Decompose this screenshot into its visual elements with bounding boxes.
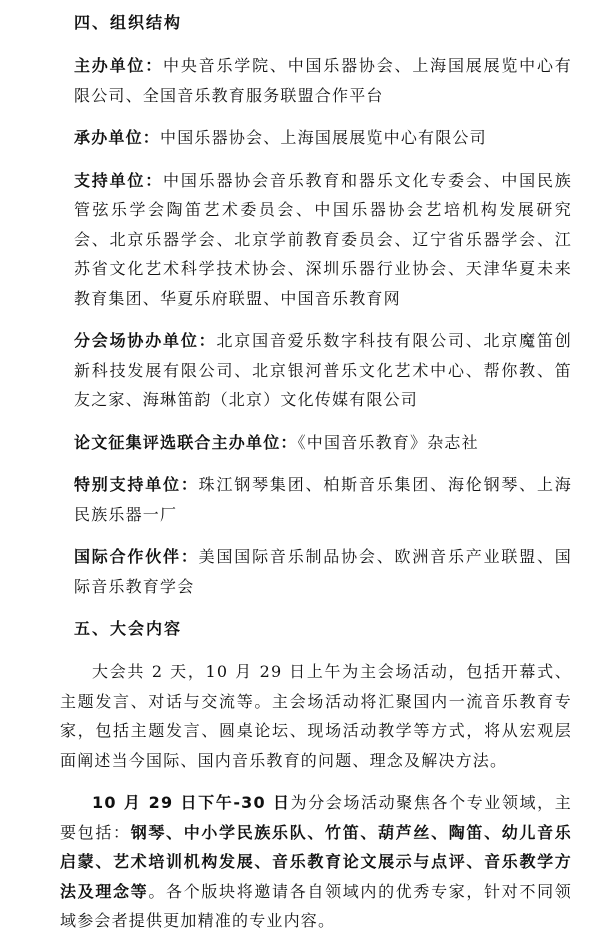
branch-assist-label: 分会场协办单位： [74, 331, 217, 350]
paper-cohost-text: 《中国音乐教育》杂志社 [297, 432, 479, 452]
intl-partners-label: 国际合作伙伴： [74, 547, 199, 566]
co-organizer-paragraph [74, 123, 572, 153]
organizer-paragraph [74, 51, 572, 110]
branch-assist-paragraph [74, 326, 572, 415]
branch-intro-text: 为分会场活动聚焦各个专业领域，主要包括： [60, 793, 572, 842]
special-support-label: 特别支持单位： [74, 475, 199, 494]
supporters-text: 中国乐器协会音乐教育和器乐文化专委会、中国民族管弦乐学会陶笛艺术委员会、中国乐器协会艺培机构发展研究会、北京乐器学会、北京学前教育委员会、辽宁省乐器学会、江苏省文化艺术科学技术协会、深圳乐器行业协会、天津华夏未来教育集团、华夏乐府联盟、中国音乐教育网 [74, 170, 572, 308]
branch-closing-text: 。各个版块将邀请各自领域内的优秀专家，针对不同领域参会者提供更加精准的专业内容。 [60, 881, 572, 930]
intl-partners-paragraph [74, 542, 572, 601]
paper-cohost-label: 论文征集评选联合主办单位： [74, 432, 298, 452]
co-organizer-text: 中国乐器协会、上海国展展览中心有限公司 [160, 128, 487, 147]
content-paragraph-1: 大会共 2 天，10 月 29 日上午为主会场活动，包括开幕式、主题发言、对话与交流等。主会场活动将汇聚国内一流音乐教育专家，包括主题发言、圆桌论坛、现场活动教学等方式，将从宏观层面阐述当今国际、国内音乐教育的问题、理念及解决方法。 [60, 662, 572, 770]
organizer-label: 主办单位： [74, 56, 164, 75]
special-support-text: 珠江钢琴集团、柏斯音乐集团、海伦钢琴、上海民族乐器一厂 [74, 475, 572, 524]
organizer-text: 中央音乐学院、中国乐器协会、上海国展展览中心有限公司、全国音乐教育服务联盟合作平台 [74, 56, 572, 105]
branch-topics-text: 钢琴、中小学民族乐队、竹笛、葫芦丝、陶笛、幼儿音乐启蒙、艺术培训机构发展、音乐教育论文展示与点评、音乐教学方法及理念等 [60, 822, 572, 901]
section-heading-content: 五、大会内容 [74, 619, 183, 638]
special-support-paragraph [74, 470, 572, 529]
supporters-label: 支持单位： [74, 170, 164, 190]
branch-date-text: 10 月 29 日下午-30 日 [92, 793, 291, 812]
supporters-paragraph [74, 166, 572, 314]
content-paragraph-2 [60, 788, 572, 936]
intl-partners-text: 美国国际音乐制品协会、欧洲音乐产业联盟、国际音乐教育学会 [74, 547, 572, 596]
paper-cohost-paragraph [74, 428, 572, 458]
section-heading-organization: 四、组织结构 [74, 13, 183, 32]
co-organizer-label: 承办单位： [74, 128, 161, 147]
branch-assist-text: 北京国音爱乐数字科技有限公司、北京魔笛创新科技发展有限公司、北京银河普乐文化艺术中心、帮你教、笛友之家、海琳笛韵（北京）文化传媒有限公司 [74, 331, 572, 409]
